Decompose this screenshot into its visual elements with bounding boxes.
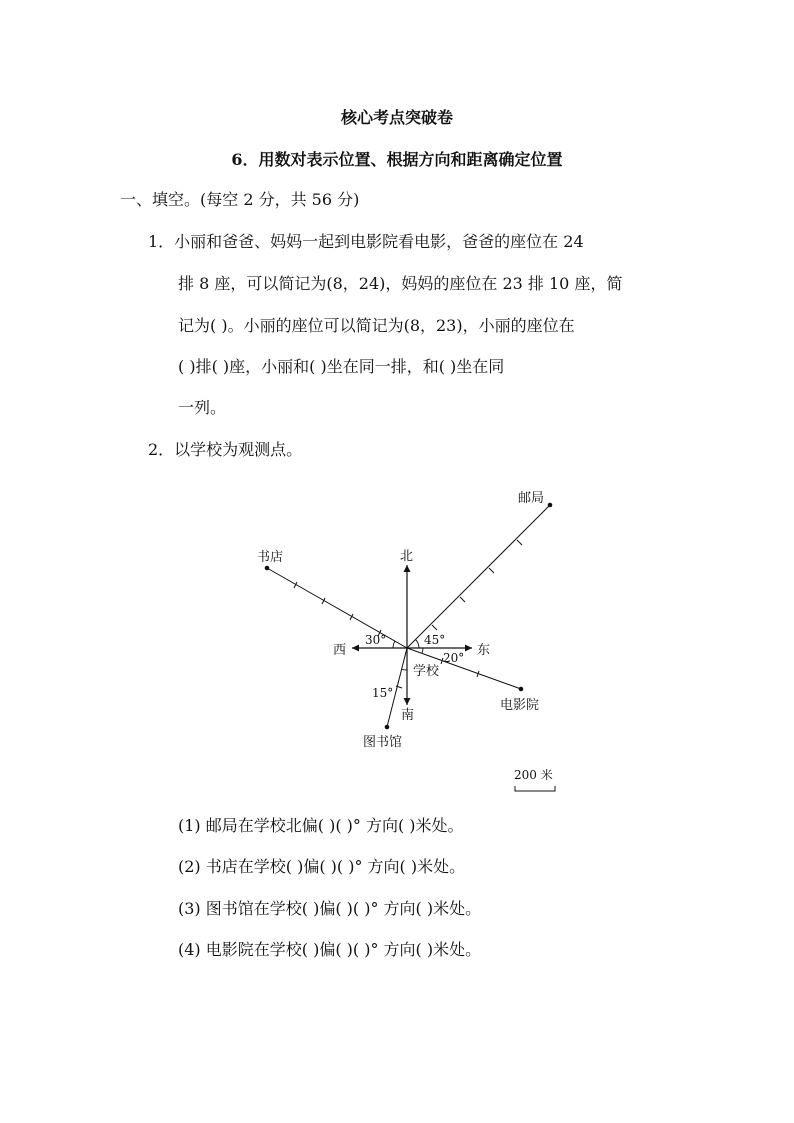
angle-30-label: 30° (365, 633, 387, 647)
bookstore-point (265, 566, 270, 571)
south-label: 南 (401, 708, 415, 723)
direction-diagram (240, 470, 580, 800)
arc-30 (393, 641, 395, 648)
west-label: 西 (333, 643, 347, 658)
post-office-label: 邮局 (518, 491, 545, 506)
library-label: 图书馆 (363, 735, 403, 750)
north-label: 北 (400, 549, 414, 564)
bookstore-label: 书店 (257, 550, 284, 565)
angle-20-label: 20° (443, 651, 465, 665)
q2-sub-4: (4) 电影院在学校( )偏( )( )° 方向( )米处。 (178, 940, 482, 959)
east-label: 东 (477, 643, 491, 658)
q2-sub-2: (2) 书店在学校( )偏( )( )° 方向( )米处。 (178, 857, 466, 876)
cinema-label: 电影院 (500, 698, 540, 713)
arc-15 (401, 669, 407, 670)
q1-line-5: 一列。 (178, 398, 227, 417)
arc-45 (416, 640, 420, 649)
cinema-point (519, 687, 524, 692)
arc-20 (422, 648, 423, 654)
q2-sub-1: (1) 邮局在学校北偏( )( )° 方向( )米处。 (178, 816, 464, 835)
library-point (385, 725, 390, 730)
q1-line-1: 1．小丽和爸爸、妈妈一起到电影院看电影，爸爸的座位在 24 (148, 232, 584, 251)
section-heading: 一、填空。(每空 2 分，共 56 分) (120, 190, 360, 209)
q1-line-4: ( )排( )座，小丽和( )坐在同一排，和( )坐在同 (178, 357, 505, 376)
q2-sub-3: (3) 图书馆在学校( )偏( )( )° 方向( )米处。 (178, 899, 482, 918)
unit-title: 6．用数对表示位置、根据方向和距离确定位置 (231, 150, 563, 169)
angle-15-label: 15° (372, 686, 394, 700)
angle-45-label: 45° (424, 633, 446, 647)
school-label: 学校 (413, 664, 440, 679)
scale-bar (515, 786, 555, 791)
ray-post-office (407, 505, 550, 648)
collection-title: 核心考点突破卷 (340, 108, 453, 127)
q1-line-2: 排 8 座，可以简记为(8，24)，妈妈的座位在 23 排 10 座，简 (178, 274, 623, 293)
q1-line-3: 记为( )。小丽的座位可以简记为(8，23)，小丽的座位在 (178, 316, 575, 335)
q2-intro: 2．以学校为观测点。 (148, 440, 303, 459)
scale-label: 200 米 (514, 768, 553, 782)
post-office-point (548, 503, 553, 508)
